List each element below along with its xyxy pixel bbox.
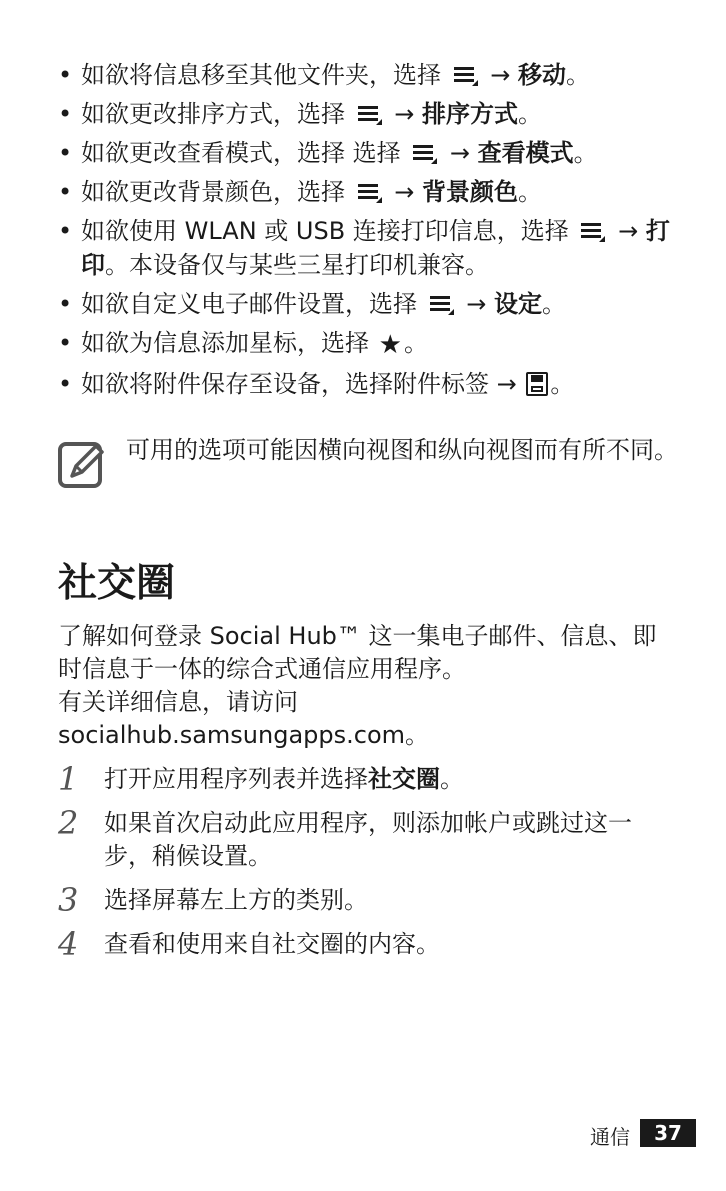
arrow: → bbox=[449, 139, 471, 167]
item-target: 打印 bbox=[81, 217, 670, 279]
page-footer bbox=[496, 1119, 696, 1151]
item-end: 。本设备仅与某些三星打印机兼容。 bbox=[105, 251, 489, 279]
intro-line: 有关详细信息，请访问 bbox=[58, 688, 298, 716]
step-number: 2 bbox=[58, 804, 79, 842]
list-item bbox=[58, 175, 688, 209]
menu-icon bbox=[428, 292, 456, 316]
step-item bbox=[58, 881, 678, 919]
step-number: 3 bbox=[58, 881, 79, 919]
arrow: → bbox=[394, 178, 415, 206]
menu-icon bbox=[411, 141, 439, 165]
menu-icon bbox=[356, 180, 384, 204]
bullet-dot: • bbox=[58, 290, 73, 318]
item-text: 如欲将附件保存至设备，选择附件标签 bbox=[81, 370, 489, 398]
item-text: 如欲使用 WLAN 或 USB 连接打印信息，选择 bbox=[81, 217, 569, 245]
item-target: 排序方式 bbox=[422, 100, 519, 128]
bullet-dot: • bbox=[58, 370, 73, 398]
menu-icon bbox=[356, 102, 384, 126]
item-target: 设定 bbox=[494, 290, 543, 318]
note-text: 可用的选项可能因横向视图和纵向视图而有所不同。 bbox=[126, 436, 678, 464]
list-item bbox=[58, 136, 688, 170]
item-text: 如欲为信息添加星标，选择 bbox=[81, 329, 369, 357]
list-item bbox=[58, 97, 688, 131]
arrow: → bbox=[490, 61, 511, 89]
item-end: 。 bbox=[518, 100, 543, 128]
save-icon bbox=[526, 372, 548, 396]
list-item bbox=[58, 214, 688, 282]
intro-paragraph: 了解如何登录 Social Hub™ 这一集电子邮件、信息、即时信息于一体的综合式通信应用程序。 bbox=[58, 622, 657, 683]
star-icon: ★ bbox=[378, 330, 402, 360]
item-end: 。 bbox=[518, 178, 543, 206]
item-text: 如欲更改排序方式，选择 bbox=[81, 100, 345, 128]
list-item bbox=[58, 58, 688, 92]
options-list bbox=[58, 58, 688, 406]
menu-icon bbox=[579, 219, 607, 243]
intro-url: socialhub.samsungapps.com。 bbox=[58, 721, 430, 749]
item-end: 。 bbox=[573, 139, 598, 167]
bullet-dot: • bbox=[58, 178, 73, 206]
step-text: 查看和使用来自社交圈的内容。 bbox=[104, 930, 440, 958]
item-target: 移动 bbox=[518, 61, 567, 89]
item-text: 如欲自定义电子邮件设置，选择 bbox=[81, 290, 417, 318]
arrow: → bbox=[394, 100, 415, 128]
note-pencil-icon bbox=[58, 440, 106, 490]
step-item bbox=[58, 804, 678, 873]
step-target: 社交圈 bbox=[368, 765, 440, 793]
list-item bbox=[58, 367, 688, 401]
item-end: 。 bbox=[550, 370, 575, 398]
step-number: 1 bbox=[58, 760, 79, 798]
item-end: 。 bbox=[542, 290, 567, 318]
step-text: 打开应用程序列表并选择 bbox=[104, 765, 368, 793]
step-text: 选择屏幕左上方的类别。 bbox=[104, 886, 368, 914]
steps-list bbox=[58, 760, 678, 972]
item-end: 。 bbox=[403, 329, 428, 357]
item-end: 。 bbox=[566, 61, 591, 89]
step-text: 如果首次启动此应用程序，则添加帐户或跳过这一步，稍候设置。 bbox=[104, 809, 632, 870]
section-title: 社交圈 bbox=[58, 561, 176, 606]
bullet-dot: • bbox=[58, 139, 73, 167]
footer-section-label: 通信 bbox=[590, 1125, 630, 1149]
item-target: 背景颜色 bbox=[422, 178, 519, 206]
section-intro bbox=[58, 620, 678, 752]
item-text: 如欲更改背景颜色，选择 bbox=[81, 178, 345, 206]
step-item bbox=[58, 760, 678, 798]
item-target: 查看模式 bbox=[477, 139, 574, 167]
bullet-dot: • bbox=[58, 100, 73, 128]
item-text: 如欲将信息移至其他文件夹，选择 bbox=[81, 61, 441, 89]
page-number: 37 bbox=[640, 1119, 696, 1147]
arrow: → bbox=[618, 217, 639, 245]
step-end: 。 bbox=[440, 765, 464, 793]
menu-icon bbox=[452, 63, 480, 87]
list-item bbox=[58, 326, 688, 362]
list-item bbox=[58, 287, 688, 321]
item-text: 如欲更改查看模式，选择 选择 bbox=[81, 139, 401, 167]
bullet-dot: • bbox=[58, 61, 73, 89]
arrow: → bbox=[496, 370, 517, 398]
step-number: 4 bbox=[58, 925, 79, 963]
step-item bbox=[58, 925, 678, 963]
bullet-dot: • bbox=[58, 329, 73, 357]
bullet-dot: • bbox=[58, 217, 73, 245]
arrow: → bbox=[466, 290, 487, 318]
